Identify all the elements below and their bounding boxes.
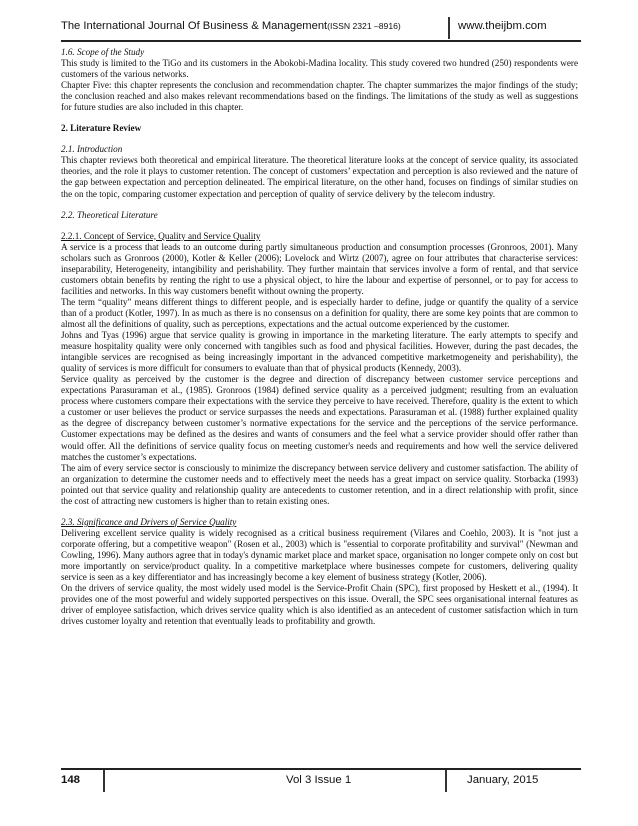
- journal-name: The International Journal Of Business & Management: [61, 20, 328, 32]
- footer-divider: [445, 770, 447, 792]
- page-number: 148: [61, 774, 81, 786]
- page-footer: [61, 768, 581, 792]
- section-2-2-1-paragraph: A service is a process that leads to an outcome during partly simultaneous production and consumption processes (Gronroos, 2001). Many scholars such as Gronroos (2000), Kotler & Keller (2006); Lovelock and Wirtz (2007), agree on four attributes that characterise services: inseparability, Heterogeneity, intangibility and perishability. They further maintain that services involve a form of rental, and that service customers obtain benefits by renting the right to use a physical object, to hire the labour and expertise of personnel, or to pay for access to facilities and networks. In this way customers benefit without owning the property.: [61, 241, 578, 296]
- article-body: [61, 47, 578, 627]
- section-2-2-1-paragraph: The term “quality” means different things to different people, and is especially harder to define, judge or quantify the quality of a service than of a product (Kotler, 1997). In as much as there is no consensus on a definition for quality, there are some key points that are common to almost all the definitions of quality, such as perceptions, expectations and the actual outcome experienced by the customer.: [61, 296, 578, 329]
- header-rule: [61, 40, 581, 42]
- section-2-1-title: 2.1. Introduction: [61, 144, 123, 155]
- journal-url: www.theijbm.com: [458, 20, 547, 32]
- journal-issn: (ISSN 2321 –8916): [327, 21, 401, 31]
- section-1-6-title: 1.6. Scope of the Study: [61, 47, 145, 57]
- section-2-title: 2. Literature Review: [61, 123, 142, 134]
- journal-title: [61, 20, 401, 32]
- footer-rule: [61, 768, 581, 770]
- section-2-3-paragraph: Delivering excellent service quality is widely recognised as a critical business requirement (Vilares and Coehlo, 2003). It is "not just a corporate offering, but a competitive weapon" (Rosen et al., 2003) which is "essential to corporate profitability and survival" (Newman and Cowling, 1996). Many authors agree that in today's dynamic market place and market space, organisation no longer compete only on cost but more importantly on service/product quality. In a competitive marketplace where businesses compete for customers, delivering quality service is seen as a key differentiator and has increasingly become a key element of business strategy (Kotler, 2006).: [61, 527, 578, 583]
- section-2-2-1-paragraph: Johns and Tyas (1996) argue that service quality is growing in importance in the marketing literature. The early attempts to specify and measure hospitality quality were only concerned with tangibles such as food and physical facilities. However, during the past decades, the intangible services are recognised as being increasingly important in the advanced competitive marketmogeneity and perishability), the quality of services is more difficult for consumers to evaluate than that of physical products (Kennedy, 2003).: [61, 330, 578, 374]
- section-1-6-paragraph: Chapter Five: this chapter represents the conclusion and recommendation chapter. The chapter summarizes the major findings of the study; the conclusion reached and also makes relevant recommendations based on the findings. The limitations of the study as well as suggestions for future studies are also included in this chapter.: [61, 80, 578, 113]
- section-2-2-1-paragraph: The aim of every service sector is consciously to minimize the discrepancy between service delivery and customer satisfaction. The ability of an organization to determine the customer needs and to effectively meet the needs has a great impact on service quality. Storbacka (1993) pointed out that service quality and relationship quality are antecedents to customer retention, and in a direct relationship with profit, since the cost of attracting new customers is higher than to retain existing ones.: [61, 462, 578, 506]
- section-2-2-1-title: 2.2.1. Concept of Service, Quality and Service Quality: [61, 230, 261, 241]
- volume-issue: Vol 3 Issue 1: [286, 774, 352, 786]
- section-1-6-paragraph: This study is limited to the TiGo and its customers in the Abokobi-Madina locality. This study covered two hundred (250) respondents were customers of the various networks.: [61, 58, 578, 80]
- section-2-1-paragraph: This chapter reviews both theoretical and empirical literature. The theoretical literature looks at the concept of service quality, its associated theories, and the role it plays to customer retention. The concept of customers’ expectation and perception is also reviewed and the nature of the gap between expectation and perception delineated. The empirical literature, on the other hand, focuses on findings of similar studies on the on the topic, comparing customer expectation and perception of quality of service delivery by the telecom industry.: [61, 155, 578, 199]
- section-2-3-title: 2.3. Significance and Drivers of Service Quality: [61, 516, 237, 527]
- section-2-2-title: 2.2. Theoretical Literature: [61, 209, 158, 220]
- section-2-2-1-paragraph: Service quality as perceived by the customer is the degree and direction of discrepancy between customer service perceptions and expectations Parasuraman et al., (1985). Gronroos (1984) defined service quality as a perceived judgment; resulting from an evaluation process where customers compare their expectations with the service they perceive to have received. Therefore, quality is the extent to which a customer or user believes the product or service surpasses the needs and expectations. Parasuraman et al. (1988) further explained quality as the degree of discrepancy between customer’s normative expectations for the service and the perceptions of the service performance. Customer expectations may be defined as the desires and wants of consumers and the feel what a service provider should offer rather than would offer. All the definitions of service quality focus on meeting customer's needs and requirements and how well the service delivered matches the customer’s expectations.: [61, 374, 578, 462]
- footer-divider: [103, 770, 105, 792]
- header-divider: [448, 17, 450, 39]
- section-2-3-paragraph: On the drivers of service quality, the most widely used model is the Service-Profit Chain (SPC), first proposed by Heskett et al., (1994). It provides one of the most powerful and widely supported perspectives on this issue. Overall, the SPC sees organisational internal features as driver of employee satisfaction, which drives service quality which is also identified as an antecedent of customer satisfaction which in turn drives customer loyalty and retention that eventually leads to profitability and growth.: [61, 583, 578, 627]
- page-header: [61, 17, 581, 39]
- issue-date: January, 2015: [467, 774, 539, 786]
